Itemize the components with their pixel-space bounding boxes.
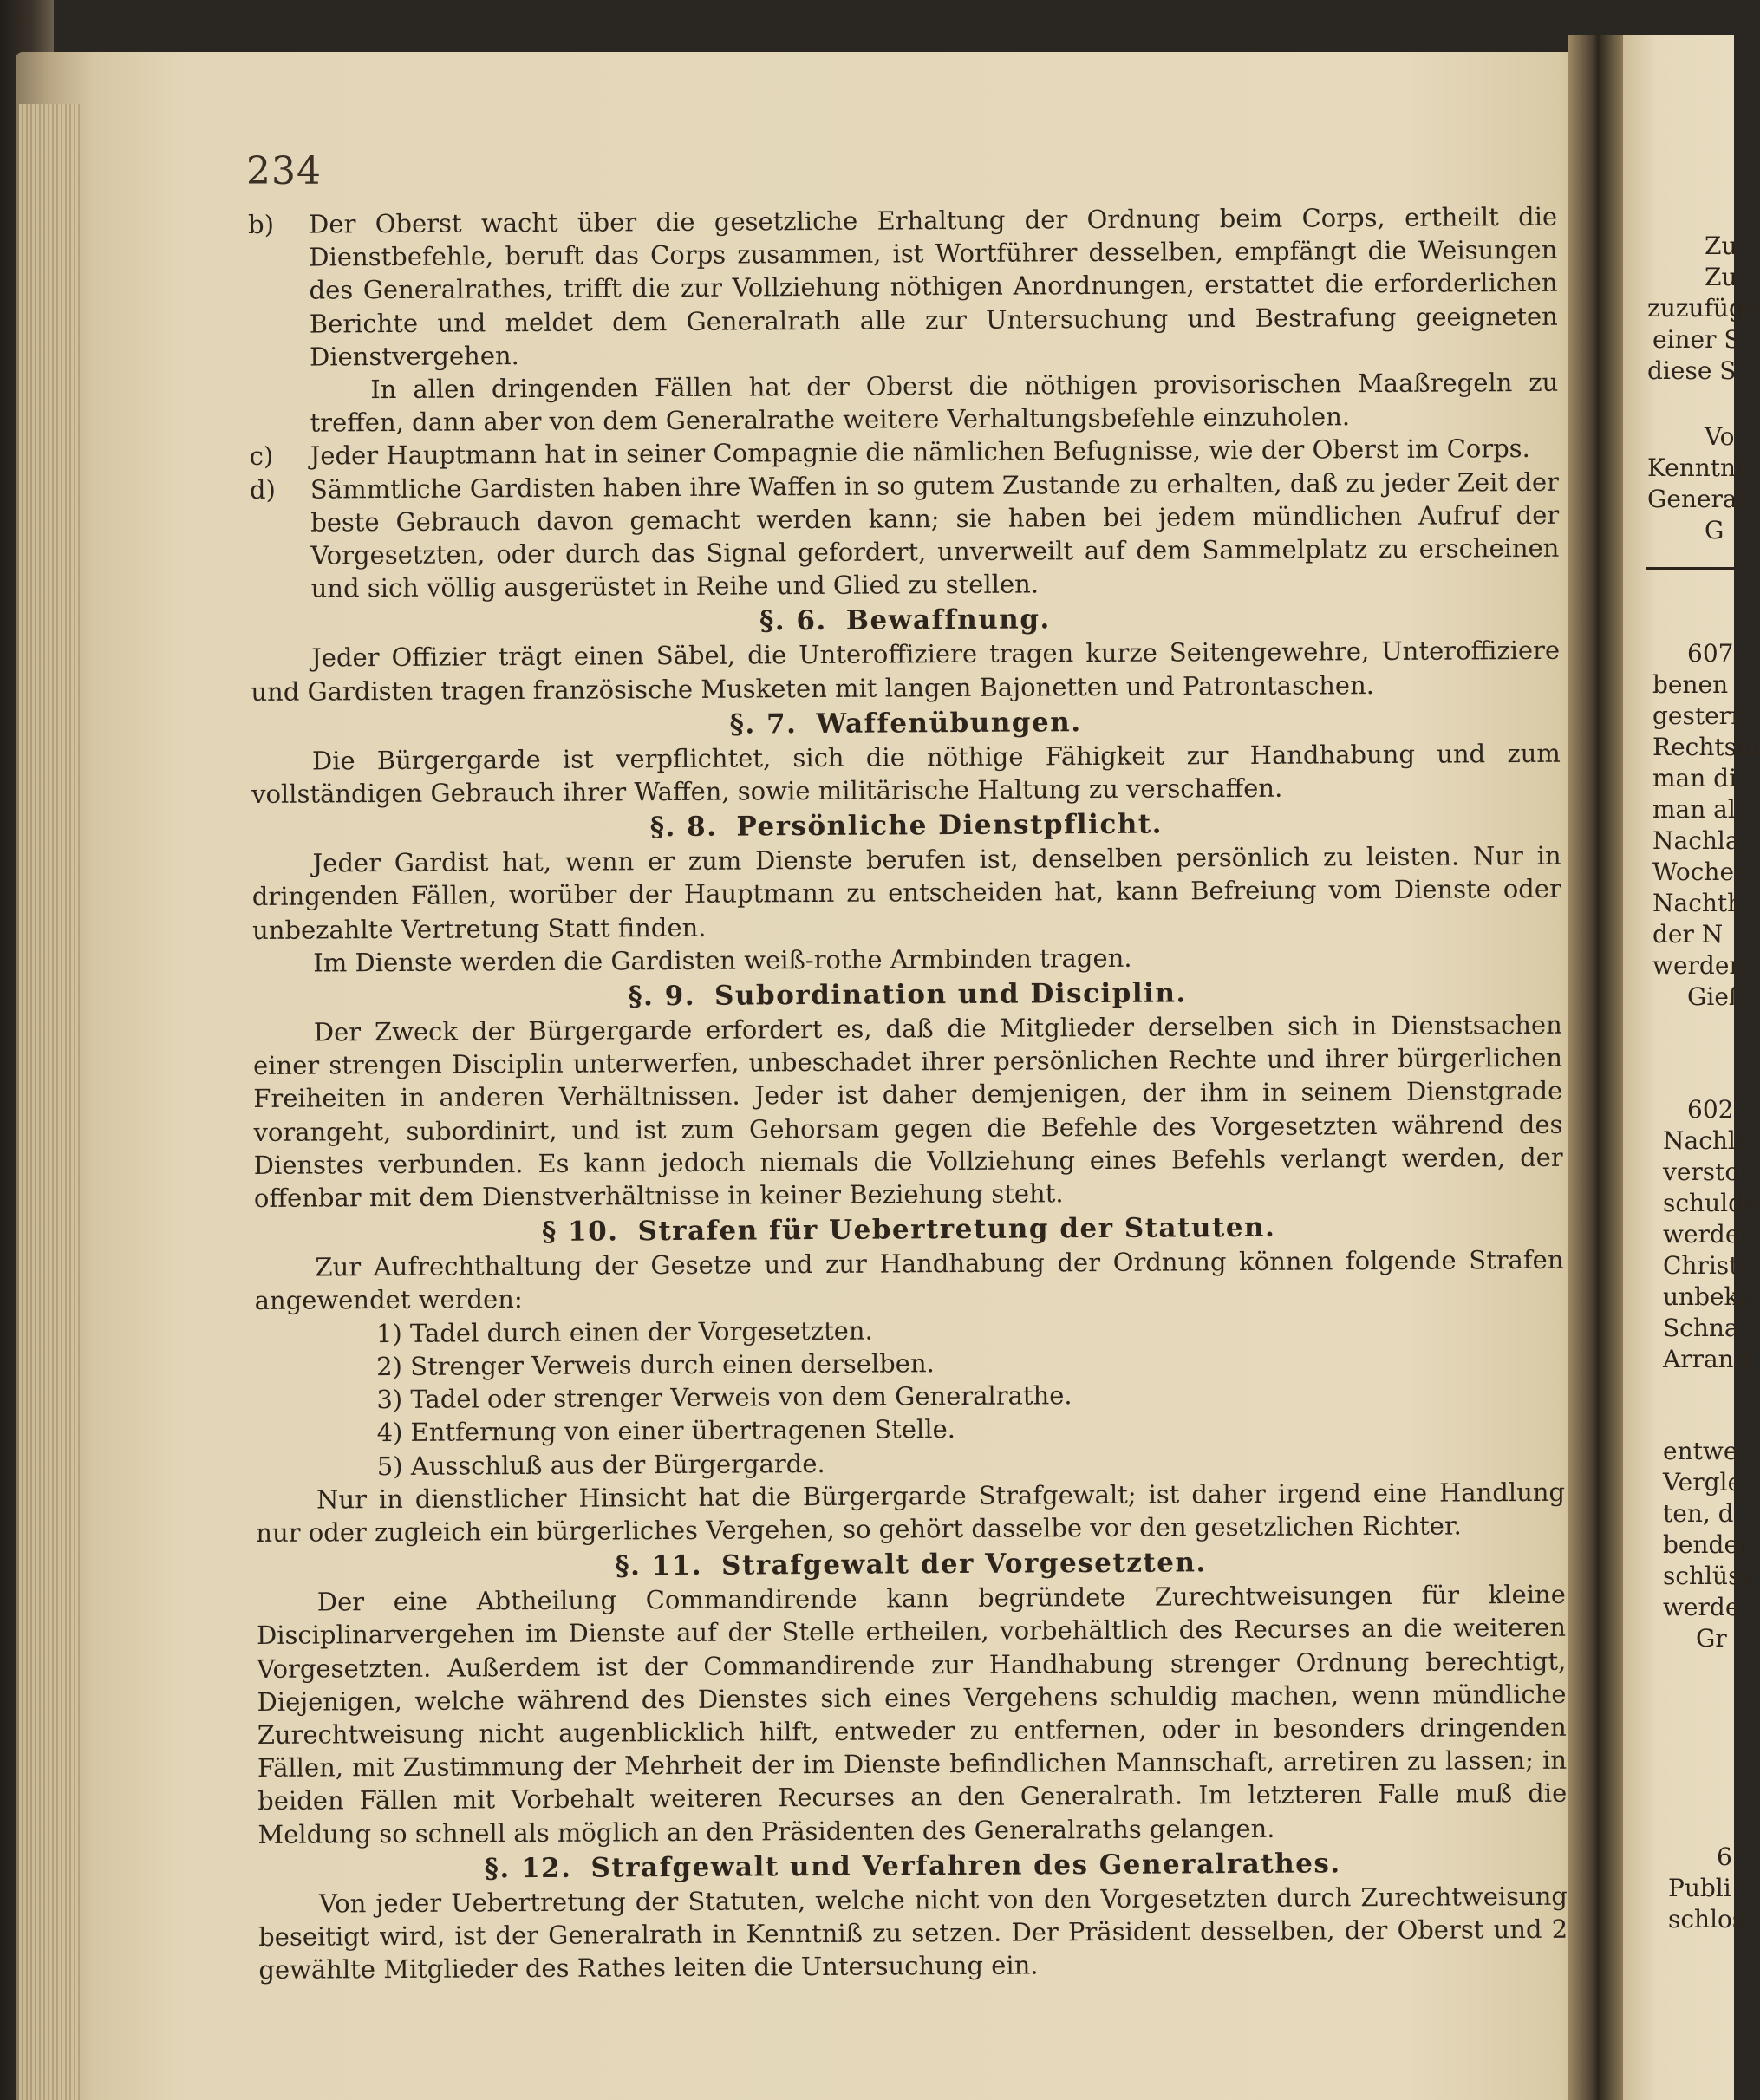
section-number: §. 9. <box>628 980 696 1013</box>
right-page-fragment: gestern <box>1652 701 1747 730</box>
right-page-fragment: Christo <box>1663 1251 1754 1280</box>
page-stack-edge <box>19 104 80 2100</box>
section-number: §. 12. <box>484 1852 572 1885</box>
right-page-fragment: bender <box>1663 1530 1750 1559</box>
section-number: §. 11. <box>615 1549 703 1582</box>
section-text: Der eine Abtheilung Commandirende kann begründete Zurechtweisungen für kleine Disciplinarvergehen im Dienste auf der Stelle ertheilen, vorbehältlich des Recurses an die weiteren Vorgesetzten. Außerdem ist der Commandirende zur Handhabung strenger Ordnung berechtigt, Diejenigen, welche während des Dienstes sich eines Vergehens schuldig machen, wenn mündliche Zurechtweisung nicht augenblicklich hilft, entweder zu entfernen, oder in besonders dringenden Fällen, mit Zustimmung der Mehrheit der im Dienste befindlichen Mannschaft, arretiren zu lassen; in beiden Fällen mit Vorbehalt weiteren Recurses an den Generalrath. Im letzteren Falle muß die Meldung so schnell als möglich an den Präsidenten des Generalraths gelangen. <box>256 1579 1568 1849</box>
right-page-fragment: man al <box>1652 795 1736 824</box>
right-page-fragment: 602 <box>1687 1095 1734 1124</box>
penalty-item: 1) Tadel durch einen der Vorgesetzten. <box>375 1315 873 1348</box>
right-page-fragment: Gr <box>1696 1624 1727 1653</box>
section-title: Strafgewalt der Vorgesetzten. <box>721 1547 1207 1582</box>
right-page-fragment: Nachla <box>1663 1126 1750 1155</box>
section-number: §. 8. <box>649 811 718 844</box>
section-text: Zur Aufrechthaltung der Gesetze und zur Handhabung der Ordnung können folgende Strafen angewendet werden: <box>254 1245 1564 1316</box>
right-page-fragment: Zu <box>1705 232 1737 260</box>
right-page-fragment: Rechtsm <box>1652 733 1760 761</box>
right-page-fragment: Kenntni <box>1647 453 1744 482</box>
section-title: Strafen für Uebertretung der Statuten. <box>637 1212 1276 1248</box>
clause-label: d) <box>249 474 276 505</box>
clause-b-continuation: In allen dringenden Fällen hat der Oberst die nöthigen provisorischen Maaßregeln zu treffen, dann aber von dem Generalrathe weitere Verhaltungsbefehle einzuholen. <box>310 367 1559 438</box>
right-page-fragment: zuzufüge <box>1647 294 1759 323</box>
right-page-fragment: werden <box>1652 951 1745 980</box>
right-page-fragment: Nachth <box>1652 889 1744 917</box>
section-text: Jeder Gardist hat, wenn er zum Dienste berufen ist, denselben persönlich zu leisten. Nur in dringenden Fällen, worüber der Hauptmann zu entscheiden hat, kann Befreiung vom Dienste oder unbezahlte Vertretung Statt finden. <box>251 841 1561 945</box>
right-page-divider <box>1646 567 1734 570</box>
right-page-fragment: werder <box>1663 1220 1751 1249</box>
right-page-fragment: entwe <box>1663 1437 1738 1465</box>
right-page-fragment: G <box>1705 516 1724 545</box>
right-page-fragment: Gieß <box>1687 982 1745 1011</box>
right-page-fragment: General <box>1647 485 1745 513</box>
penalty-item: 4) Entfernung von einer übertragenen Stelle. <box>376 1414 956 1448</box>
right-page-fragment: schlüss <box>1663 1562 1753 1590</box>
book-gutter <box>1568 35 1623 2100</box>
right-page-fragment: Nachla <box>1652 826 1740 855</box>
right-page-fragment: Vo <box>1705 422 1735 451</box>
page-body <box>248 200 1568 1987</box>
right-page-fragment: verstor <box>1663 1158 1751 1186</box>
clause-b <box>248 200 1558 374</box>
right-page-fragment: Publi <box>1668 1874 1731 1902</box>
clause-label: b) <box>248 209 275 239</box>
section-number: §. 7. <box>729 708 798 740</box>
right-page-fragment: Vergle <box>1663 1468 1743 1497</box>
section-text: Jeder Offizier trägt einen Säbel, die Unteroffiziere tragen kurze Seitengewehre, Unteroffiziere und Gardisten tragen französische Musketen mit langen Bajonetten und Patrontaschen. <box>251 636 1561 707</box>
section-number: § 10. <box>541 1216 619 1249</box>
right-page-fragment: unbeka <box>1663 1282 1754 1311</box>
section-title: Waffenübungen. <box>816 706 1082 740</box>
right-page-fragment: 607 <box>1687 639 1734 668</box>
section-title: Strafgewalt und Verfahren des Generalrathes. <box>590 1848 1341 1884</box>
right-page-fragment: Wocher <box>1652 858 1746 886</box>
clause-text: Jeder Hauptmann hat in seiner Compagnie die nämlichen Befugnisse, wie der Oberst im Corps. <box>310 434 1530 471</box>
right-page-fragment: schloss <box>1668 1905 1757 1934</box>
right-page-fragment: Zu <box>1705 263 1737 291</box>
clause-text: Der Oberst wacht über die gesetzliche Erhaltung der Ordnung beim Corps, ertheilt die Dienstbefehle, beruft das Corps zusammen, ist Wortführer desselben, empfängt die Weisungen des Generalrathes, trifft die zur Vollziehung nöthigen Anordnungen, erstattet die erforderlichen Berichte und meldet dem Generalrath alle zur Untersuchung und Bestrafung geeigneten Dienstvergehen. <box>309 201 1558 372</box>
section-title: Bewaffnung. <box>845 603 1051 637</box>
section-number: §. 6. <box>759 605 827 637</box>
right-page-fragment: 6 <box>1717 1842 1732 1871</box>
section-text: Nur in dienstlicher Hinsicht hat die Bürgergarde Strafgewalt; ist daher irgend eine Handlung nur oder zugleich ein bürgerliches Vergehen, so gehört dasselbe vor den gesetzlichen Richter. <box>256 1477 1566 1548</box>
penalty-item: 2) Strenger Verweis durch einen derselben. <box>376 1348 935 1382</box>
section-title: Persönliche Dienstpflicht. <box>736 808 1164 843</box>
right-page-fragment: benen <box>1652 670 1729 699</box>
right-page-fragment: Arrang <box>1663 1345 1750 1373</box>
page-number: 234 <box>246 149 322 193</box>
clause-text: Sämmtliche Gardisten haben ihre Waffen in so gutem Zustande zu erhalten, daß zu jeder Zeit der beste Gebrauch davon gemacht werden kann; sie haben bei jedem mündlichen Aufruf der Vorgesetzten, oder durch das Signal gefordert, unverweilt auf dem Sammelplatz zu erscheinen und sich völlig ausgerüstet in Reihe und Glied zu stellen. <box>310 466 1560 603</box>
right-page-fragment: ten, d <box>1663 1499 1734 1528</box>
right-page-fragment: Schna <box>1663 1314 1739 1342</box>
right-page-fragment: diese S <box>1647 356 1737 385</box>
section-text: Im Dienste werden die Gardisten weiß-rothe Armbinden tragen. <box>313 942 1132 978</box>
section-text: Der Zweck der Bürgergarde erfordert es, daß die Mitglieder derselben sich in Dienstsachen einer strengen Disciplin unterwerfen, unbeschadet ihrer persönlichen Rechte und ihrer bürgerlichen Freiheiten in anderen Verhältnissen. Jeder ist daher demjenigen, der ihm in seinem Dienstgrade vorangeht, subordinirt, und ist zum Gehorsam gegen die Befehle des Vorgesetzten während des Dienstes verbunden. Es kann jedoch niemals die Vollziehung eines Befehls verlangt werden, der offenbar mit dem Dienstverhältnisse in keiner Beziehung steht. <box>252 1009 1563 1214</box>
right-page-fragment: man di <box>1652 764 1737 792</box>
right-page-fragment: schulde <box>1663 1189 1758 1217</box>
right-page-fragment: der N <box>1652 920 1724 949</box>
right-page-fragment: werde <box>1663 1593 1740 1621</box>
clause-label: c) <box>249 441 274 472</box>
section-text: Von jeder Uebertretung der Statuten, welche nicht von den Vorgesetzten durch Zurechtweisung beseitigt wird, ist der Generalrath in Kenntniß zu setzen. Der Präsident desselben, der Oberst und 2 gewählte Mitglieder des Rathes leiten die Untersuchung ein. <box>258 1881 1568 1986</box>
penalty-item: 5) Ausschluß aus der Bürgergarde. <box>376 1448 825 1481</box>
right-page-fragment: einer S <box>1652 325 1741 354</box>
penalty-item: 3) Tadel oder strenger Verweis von dem Generalrathe. <box>376 1380 1072 1415</box>
section-title: Subordination und Disciplin. <box>714 977 1187 1012</box>
section-text: Die Bürgergarde ist verpflichtet, sich die nöthige Fähigkeit zur Handhabung und zum vollständigen Gebrauch ihrer Waffen, sowie militärische Haltung zu verschaffen. <box>251 738 1561 810</box>
clause-d <box>250 465 1560 605</box>
